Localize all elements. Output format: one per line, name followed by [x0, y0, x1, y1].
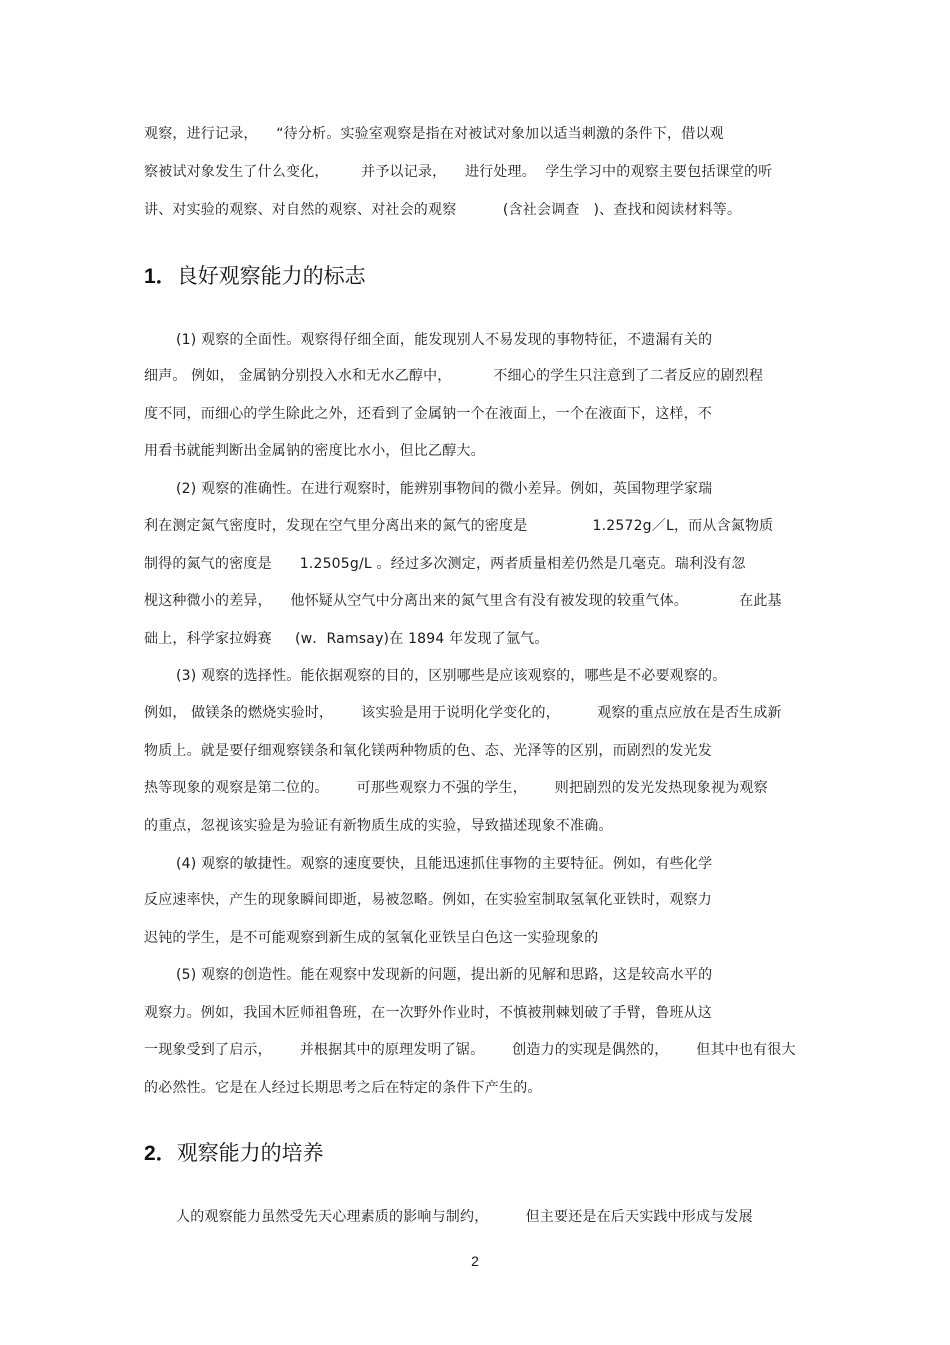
- section-number: 1．: [144, 265, 177, 288]
- paragraph-line: (3) 观察的选择性。能依据观察的目的，区别哪些是应该观察的，哪些是不必要观察的。: [176, 668, 727, 684]
- paragraph-line: 用看书就能判断出金属钠的密度比水小，但比乙醇大。: [144, 443, 485, 459]
- section-heading-1: [144, 263, 366, 290]
- paragraph-line: 度不同，而细心的学生除此之外，还看到了金属钠一个在液面上，一个在液面下，这样，不: [144, 406, 712, 422]
- paragraph-line: 细声。 例如， 金属钠分别投入水和无水乙醇中， 不细心的学生只注意到了二者反应的剧烈程: [144, 368, 764, 384]
- section-number: 2．: [144, 1142, 177, 1165]
- paragraph-line: 反应速率快，产生的现象瞬间即逝，易被忽略。例如，在实验室制取氢氧化亚铁时，观察力: [144, 892, 712, 908]
- section-title: 良好观察能力的标志: [176, 264, 366, 288]
- paragraph-line: 枧这种微小的差异， 他怀疑从空气中分离出来的氮气里含有没有被发现的较重气体。 在此基: [144, 593, 782, 609]
- paragraph-line: 例如， 做镁条的燃烧实验时， 该实验是用于说明化学变化的， 观察的重点应放在是否生成新: [144, 705, 782, 721]
- paragraph-line: (2) 观察的准确性。在进行观察时，能辨别事物间的微小差异。例如，英国物理学家瑞: [176, 481, 713, 497]
- paragraph-line: 的必然性。它是在人经过长期思考之后在特定的条件下产生的。: [144, 1080, 542, 1096]
- paragraph-line: 观察力。例如，我国木匠师祖鲁班，在一次野外作业时，不慎被荆棘划破了手臂，鲁班从这: [144, 1005, 712, 1021]
- intro-line: 察被试对象发生了什么变化， 并予以记录， 进行处理。 学生学习中的观察主要包括课堂的听: [144, 164, 773, 180]
- intro-line: 观察，进行记录， “待分析。实验室观察是指在对被试对象加以适当刺激的条件下，借以观: [144, 126, 724, 142]
- paragraph-line: 制得的氮气的密度是 1.2505g/L 。经过多次测定，两者质量相差仍然是几毫克。瑞利没有忽: [144, 556, 746, 572]
- page-number: 2: [471, 1253, 479, 1269]
- paragraph-line: 迟钝的学生，是不可能观察到新生成的氢氧化亚铁呈白色这一实验现象的: [144, 930, 599, 946]
- section-title: 观察能力的培养: [176, 1141, 324, 1165]
- paragraph-line: (5) 观察的创造性。能在观察中发现新的问题，提出新的见解和思路，这是较高水平的: [176, 967, 713, 983]
- paragraph-line: (1) 观察的全面性。观察得仔细全面，能发现别人不易发现的事物特征，不遗漏有关的: [176, 332, 713, 348]
- paragraph-line: 础上，科学家拉姆赛 (w．Ramsay)在 1894 年发现了氩气。: [144, 631, 549, 647]
- intro-line: 讲、对实验的观察、对自然的观察、对社会的观察 (含社会调查 )、查找和阅读材料等。: [144, 202, 742, 218]
- section-heading-2: [144, 1140, 324, 1167]
- paragraph-line: 一现象受到了启示， 并根据其中的原理发明了锯。 创造力的实现是偶然的， 但其中也有很大: [144, 1042, 796, 1058]
- paragraph-line: (4) 观察的敏捷性。观察的速度要快，且能迅速抓住事物的主要特征。例如，有些化学: [176, 856, 713, 872]
- paragraph-line: 的重点，忽视该实验是为验证有新物质生成的实验，导致描述现象不准确。: [144, 818, 613, 834]
- paragraph-line: 热等现象的观察是第二位的。 可那些观察力不强的学生， 则把剧烈的发光发热现象视为观察: [144, 780, 768, 796]
- paragraph-line: 人的观察能力虽然受先天心理素质的影响与制约， 但主要还是在后天实践中形成与发展: [176, 1209, 753, 1225]
- paragraph-line: 物质上。就是要仔细观察镁条和氧化镁两种物质的色、态、光泽等的区别，而剧烈的发光发: [144, 743, 712, 759]
- paragraph-line: 利在测定氮气密度时，发现在空气里分离出来的氮气的密度是 1.2572g／L，而从含氮物质: [144, 518, 774, 534]
